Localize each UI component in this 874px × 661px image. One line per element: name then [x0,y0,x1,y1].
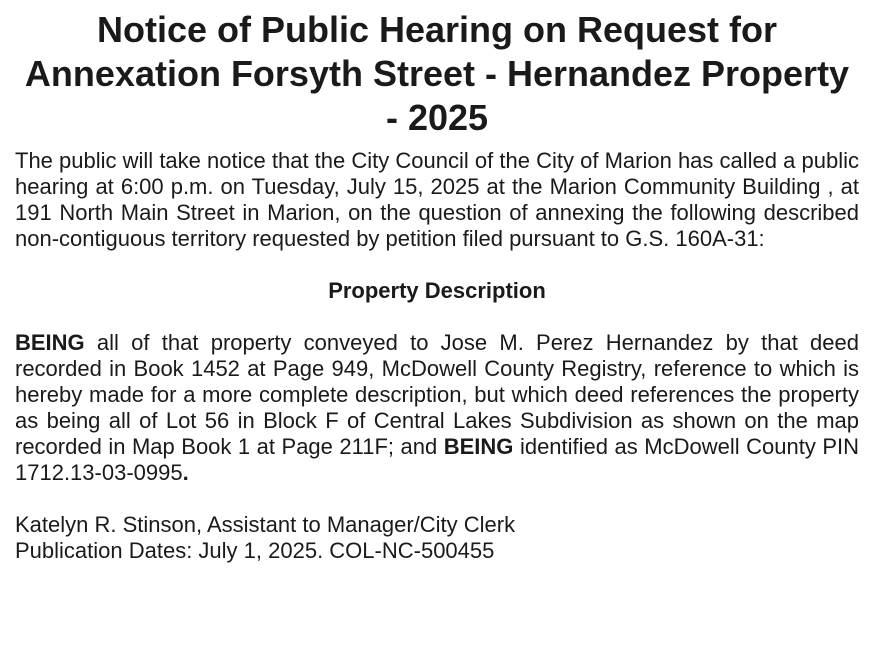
intro-paragraph: The public will take notice that the City Council of the City of Marion has called a public hearing at 6:00 p.m. on Tuesday, July 15, 2025 at the Marion Community Building , at 191 North Main Street in Marion, on the question of annexing the following described non-contiguous territory requested by petition filed pursuant to G.S. 160A-31: [15,148,859,251]
legal-notice [15,8,859,564]
publication-dates: Publication Dates: July 1, 2025. COL-NC-500455 [15,538,495,563]
description-text-2: identified as McDowell County PIN 1712.13-03-0995 [15,434,859,485]
section-heading: Property Description [328,278,546,303]
signature-block [15,512,859,564]
notice-title: Notice of Public Hearing on Request for Annexation Forsyth Street - Hernandez Property - 2025 [24,9,850,138]
property-description [15,330,859,486]
being-bold-mid: BEING [443,434,514,459]
description-text-1: all of that property conveyed to Jose M. Perez Hernandez by that deed recorded in Book 1452 at Page 949, McDowell County Registry, reference to which is hereby made for a more complete description, but which deed references the property as being all of Lot 56 in Block F of Central Lakes Subdivision as shown on the map recorded in Map Book 1 at Page 211F; and [15,330,859,459]
description-end-period: . [182,460,189,485]
signature-name: Katelyn R. Stinson, Assistant to Manager/City Clerk [15,512,516,537]
being-bold-lead: BEING [15,330,85,355]
